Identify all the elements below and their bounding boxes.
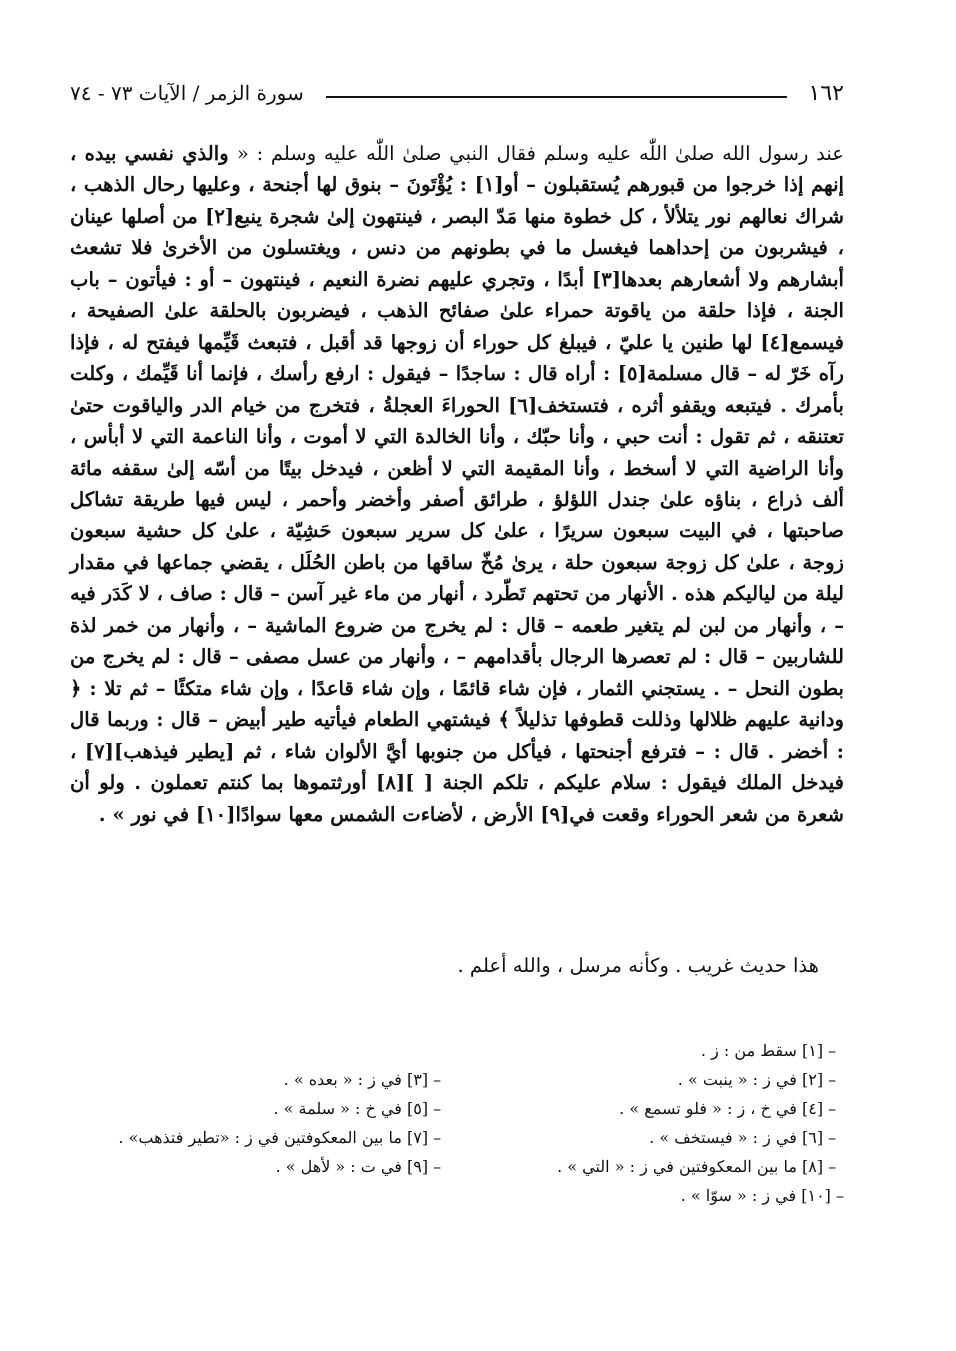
footnote-number: [٩] – — [407, 1157, 442, 1176]
main-text — [70, 138, 844, 830]
footnote-row — [54, 1123, 844, 1152]
footnote-text: في ز : « بعده » . — [283, 1070, 402, 1089]
footnote-text: في خ : « سلمة » . — [273, 1099, 402, 1118]
footnote-text: في ز : « سوّا » . — [680, 1186, 797, 1205]
footnotes — [54, 1036, 844, 1210]
closing-remark: هذا حديث غريب . وكأنه مرسل ، والله أعلم . — [457, 954, 819, 977]
footnote-number: [٣] – — [407, 1070, 442, 1089]
footnote-empty — [54, 1036, 449, 1065]
footnote-row — [54, 1181, 844, 1210]
footnote-text: سقط من : ز . — [700, 1041, 797, 1060]
footnote-number: [٧] – — [407, 1128, 442, 1147]
footnote-text: في ز : « فيستخف » . — [649, 1128, 797, 1147]
footnote-number: [٤] – — [802, 1099, 837, 1118]
footnote-row — [54, 1094, 844, 1123]
footnote-5 — [54, 1094, 449, 1123]
footnote-number: [٦] – — [802, 1128, 837, 1147]
footnote-number: [١] – — [802, 1041, 837, 1060]
footnote-number: [٨] – — [802, 1157, 837, 1176]
footnote-9 — [54, 1152, 449, 1181]
hadith-text: والذي نفسي بيده ، إنهم إذا خرجوا من قبورهم يُستقبلون – أو[١] : يُؤْتَونَ – بنوق لها أجنحة ، وعليها رحال الذهب ، شراك نعالهم نور يتلألأ ، كل خطوة منها مَدّ البصر ، فينتهون إلىٰ شجرة ينبع[٢] من أصلها عينان ، فيشربون من إحداهما فيغسل ما في بطونهم من دنس ، ويغتسلون من الأخرىٰ فلا تشعث أبشارهم ولا أشعارهم بعدها[٣] أبدًا ، وتجري عليهم نضرة النعيم ، فينتهون – أو : فيأتون – باب الجنة ، فإذا حلقة من ياقوتة حمراء علىٰ صفائح الذهب ، فيضربون بالحلقة علىٰ الصفيحة ، فيسمع[٤] لها طنين يا عليّ ، فيبلغ كل حوراء أن زوجها قد أقبل ، فتبعث قَيِّمها فيفتح له ، فإذا رآه خَرّ له – قال مسلمة[٥] : أراه قال : ساجدًا – فيقول : ارفع رأسك ، فإنما أنا قَيِّمك ، وكلت بأمرك . فيتبعه ويقفو أثره ، فتستخف[٦] الحوراءَ العجلةُ ، فتخرج من خيام الدر والياقوت حتىٰ تعتنقه ، ثم تقول : أنت حبي ، وأنا حبّك ، وأنا الخالدة التي لا أموت ، وأنا الناعمة التي لا أبأس ، وأنا الراضية التي لا أسخط ، وأنا المقيمة التي لا أظعن ، فيدخل بيتًا من أسّه إلىٰ سقفه مائة ألف ذراع ، بناؤه علىٰ جندل اللؤلؤ ، طرائق أصفر وأخضر وأحمر ، ليس فيها طريقة تشاكل صاحبتها ، في البيت سبعون سريرًا ، علىٰ كل سرير سبعون حَشِيّة ، علىٰ كل حشية سبعون زوجة ، علىٰ كل زوجة سبعون حلة ، يرىٰ مُخّ ساقها من باطن الحُلَل ، يقضي جماعها في مقدار ليلة من لياليكم هذه . الأنهار من تحتهم تَطّرد ، أنهار من ماء غير آسن – قال : صاف ، لا كَدَر فيه – ، وأنهار من لبن لم يتغير طعمه – قال : لم يخرج من ضروع الماشية – ، وأنهار من خمر لذة للشاربين – قال : لم تعصرها الرجال بأقدامهم – ، وأنهار من عسل مصفى – قال : لم يخرج من بطون النحل – . يستجني الثمار ، فإن شاء قائمًا ، وإن شاء قاعدًا ، وإن شاء متكئًا – ثم تلا : ﴿ ودانية عليهم ظلالها وذللت قطوفها تذليلاً ﴾ فيشتهي الطعام فيأتيه طير أبيض – قال : وربما قال : أخضر . قال : – فترفع أجنحتها ، فيأكل من جنوبها أيَّ الألوان شاء ، ثم [يطير فيذهب][٧] ، فيدخل الملك فيقول : سلام عليكم ، تلكم الجنة [ ][٨] أورثتموها بما كنتم تعملون . ولو أن شعرة من شعر الحوراء وقعت في[٩] الأرض ، لأضاءت الشمس معها سوادًا[١٠] في نور » . — [70, 142, 844, 826]
footnote-text: في خ ، ز : « فلو تسمع » . — [619, 1099, 797, 1118]
footnote-6 — [449, 1123, 844, 1152]
footnote-7 — [54, 1123, 449, 1152]
page-header — [70, 78, 844, 108]
footnote-row — [54, 1036, 844, 1065]
footnote-10 — [449, 1181, 844, 1210]
footnote-text: ما بين المعكوفتين في ز : « التي » . — [557, 1157, 797, 1176]
running-title: سورة الزمر / الآيات ٧٣ - ٧٤ — [70, 81, 304, 105]
footnote-number: [٢] – — [802, 1070, 837, 1089]
footnote-number: [٥] – — [407, 1099, 442, 1118]
footnote-8 — [449, 1152, 844, 1181]
footnote-1 — [449, 1036, 844, 1065]
footnote-text: في ز : « ينبت » . — [677, 1070, 797, 1089]
footnote-row — [54, 1152, 844, 1181]
footnote-4 — [449, 1094, 844, 1123]
footnote-3 — [54, 1065, 449, 1094]
footnote-empty — [54, 1181, 449, 1210]
footnote-2 — [449, 1065, 844, 1094]
footnote-number: [١٠] – — [801, 1186, 844, 1205]
footnote-row — [54, 1065, 844, 1094]
footnote-text: في ت : « لأهل » . — [275, 1157, 402, 1176]
page-number: ١٦٢ — [808, 80, 844, 106]
footnote-text: ما بين المعكوفتين في ز : «تطير فتذهب» . — [118, 1128, 402, 1147]
header-rule — [326, 96, 787, 98]
main-text-intro: عند رسول الله صلىٰ اللّٰه عليه وسلم فقال النبي صلىٰ اللّٰه عليه وسلم : « — [236, 142, 844, 165]
